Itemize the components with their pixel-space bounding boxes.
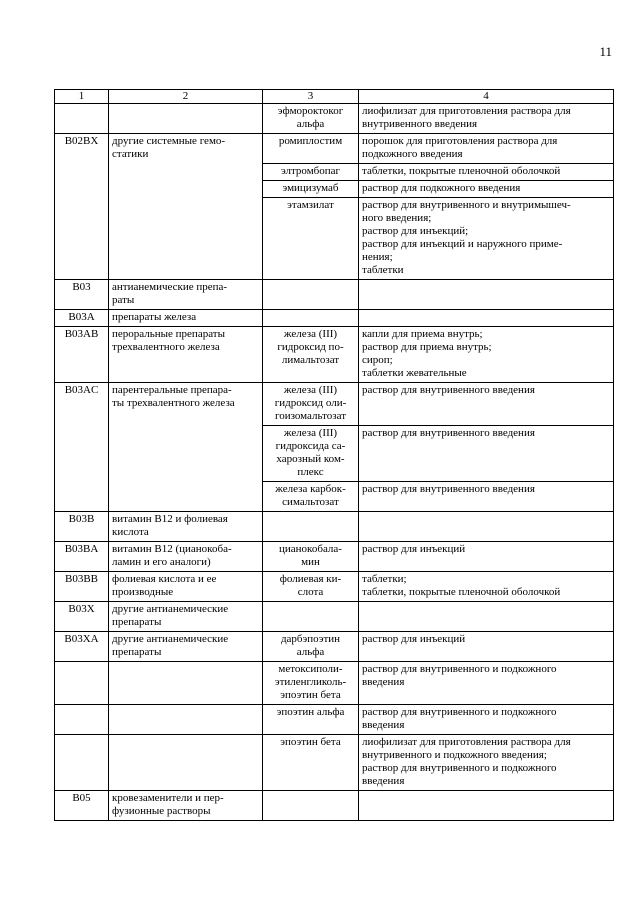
drug-name-cell xyxy=(263,310,359,327)
header-row xyxy=(55,90,614,104)
atc-code-cell xyxy=(55,735,109,791)
cell-line: кислота xyxy=(112,526,149,538)
cell-line: раты xyxy=(112,294,135,306)
cell-line: сироп; xyxy=(362,354,393,366)
table-row xyxy=(55,791,614,821)
cell-line: статики xyxy=(112,148,149,160)
cell-line: введения xyxy=(362,775,405,787)
table-row xyxy=(55,662,614,705)
table-body xyxy=(55,104,614,821)
cell-line: гидроксид по- xyxy=(277,341,344,353)
dosage-forms-cell xyxy=(359,181,614,198)
group-cell xyxy=(109,104,263,134)
dosage-forms-cell xyxy=(359,134,614,164)
atc-code-cell xyxy=(55,705,109,735)
cell-line: пероральные препараты xyxy=(112,328,225,340)
cell-line: раствор для приема внутрь; xyxy=(362,341,492,353)
cell-line: элтромбопаг xyxy=(280,165,341,177)
cell-line: ты трехвалентного железа xyxy=(112,397,235,409)
dosage-forms-cell xyxy=(359,512,614,542)
cell-line: эмицизумаб xyxy=(282,182,339,194)
drug-name-cell xyxy=(263,632,359,662)
group-cell xyxy=(109,662,263,705)
group-cell xyxy=(109,602,263,632)
cell-line: лимальтозат xyxy=(281,354,340,366)
group-cell xyxy=(109,542,263,572)
dosage-forms-cell xyxy=(359,327,614,383)
cell-line: лиофилизат для приготовления раствора для xyxy=(362,105,571,117)
cell-line: трехвалентного железа xyxy=(112,341,220,353)
drug-name-cell xyxy=(263,198,359,280)
cell-line: раствор для инъекций xyxy=(362,633,466,645)
cell-line: эфмороктоког xyxy=(277,105,344,117)
cell-line: метоксиполи- xyxy=(278,663,343,675)
header-cell-code: 1 xyxy=(55,90,109,104)
table-row xyxy=(55,735,614,791)
cell-line: плекс xyxy=(297,466,324,478)
cell-line: раствор для внутривенного и подкожного xyxy=(362,706,557,718)
table-row xyxy=(55,572,614,602)
cell-line: раствор для внутривенного введения xyxy=(362,384,535,396)
atc-code-cell: B03AB xyxy=(55,327,109,383)
group-cell xyxy=(109,632,263,662)
page-number: 11 xyxy=(599,44,612,59)
cell-line: фолиевая кислота и ее xyxy=(112,573,217,585)
cell-line: препараты железа xyxy=(112,311,197,323)
drug-name-cell xyxy=(263,482,359,512)
group-cell xyxy=(109,705,263,735)
cell-line: эпоэтин альфа xyxy=(276,706,345,718)
cell-line: железа (III) xyxy=(283,328,338,340)
cell-line: витамин B12 и фолиевая xyxy=(112,513,228,525)
dosage-forms-cell xyxy=(359,791,614,821)
cell-line: этиленгликоль- xyxy=(274,676,347,688)
cell-line: парентеральные препара- xyxy=(112,384,232,396)
cell-line: эпоэтин бета xyxy=(280,736,341,748)
drug-name-cell xyxy=(263,426,359,482)
dosage-forms-cell xyxy=(359,632,614,662)
drug-name-cell xyxy=(263,134,359,164)
dosage-forms-cell xyxy=(359,198,614,280)
cell-line: дарбэпоэтин xyxy=(280,633,341,645)
cell-line: препараты xyxy=(112,646,162,658)
table-row xyxy=(55,383,614,426)
cell-line: железа (III) xyxy=(283,384,338,396)
drug-name-cell xyxy=(263,280,359,310)
drug-name-cell xyxy=(263,735,359,791)
cell-line: слота xyxy=(297,586,324,598)
atc-code-cell: B02BX xyxy=(55,134,109,280)
cell-line: раствор для внутривенного и подкожного xyxy=(362,663,557,675)
cell-line: таблетки; xyxy=(362,573,407,585)
cell-line: ромиплостим xyxy=(278,135,343,147)
drug-name-cell xyxy=(263,791,359,821)
atc-code-cell: B03AC xyxy=(55,383,109,512)
dosage-forms-cell xyxy=(359,280,614,310)
group-cell xyxy=(109,310,263,327)
atc-code-cell: B03B xyxy=(55,512,109,542)
cell-line: железа (III) xyxy=(283,427,338,439)
drug-name-cell xyxy=(263,104,359,134)
cell-line: капли для приема внутрь; xyxy=(362,328,483,340)
cell-line: мин xyxy=(301,556,320,568)
drug-name-cell xyxy=(263,705,359,735)
cell-line: внутривенного и подкожного введения; xyxy=(362,749,547,761)
drug-name-cell xyxy=(263,602,359,632)
atc-code-cell: B03BA xyxy=(55,542,109,572)
table-row xyxy=(55,705,614,735)
cell-line: таблетки, покрытые пленочной оболочкой xyxy=(362,586,561,598)
drug-name-cell xyxy=(263,327,359,383)
cell-line: раствор для внутривенного и внутримышеч- xyxy=(362,199,571,211)
group-cell xyxy=(109,383,263,512)
cell-line: кровезаменители и пер- xyxy=(112,792,224,804)
table-row xyxy=(55,310,614,327)
cell-line: антианемические препа- xyxy=(112,281,228,293)
cell-line: цианокобала- xyxy=(279,543,342,555)
cell-line: внутривенного введения xyxy=(362,118,478,130)
cell-line: витамин B12 (цианокоба- xyxy=(112,543,232,555)
group-cell xyxy=(109,735,263,791)
cell-line: ламин и его аналоги) xyxy=(112,556,211,568)
cell-line: другие системные гемо- xyxy=(112,135,226,147)
cell-line: раствор для внутривенного и подкожного xyxy=(362,762,557,774)
dosage-forms-cell xyxy=(359,542,614,572)
dosage-forms-cell xyxy=(359,104,614,134)
group-cell xyxy=(109,280,263,310)
dosage-forms-cell xyxy=(359,705,614,735)
cell-line: фолиевая ки- xyxy=(279,573,342,585)
cell-line: порошок для приготовления раствора для xyxy=(362,135,558,147)
atc-code-cell xyxy=(55,104,109,134)
dosage-forms-cell xyxy=(359,426,614,482)
drug-name-cell xyxy=(263,164,359,181)
atc-code-cell: B03XA xyxy=(55,632,109,662)
cell-line: раствор для внутривенного введения xyxy=(362,483,535,495)
cell-line: таблетки жевательные xyxy=(362,367,467,379)
cell-line: железа карбок- xyxy=(275,483,346,495)
cell-line: введения xyxy=(362,676,405,688)
drug-name-cell xyxy=(263,383,359,426)
cell-line: другие антианемические xyxy=(112,603,229,615)
medication-table xyxy=(54,89,614,821)
cell-line: фузионные растворы xyxy=(112,805,211,817)
table-row xyxy=(55,134,614,164)
cell-line: раствор для инъекций; xyxy=(362,225,469,237)
atc-code-cell xyxy=(55,662,109,705)
drug-name-cell xyxy=(263,181,359,198)
cell-line: лиофилизат для приготовления раствора для xyxy=(362,736,571,748)
cell-line: гидроксид оли- xyxy=(274,397,347,409)
dosage-forms-cell xyxy=(359,310,614,327)
group-cell xyxy=(109,512,263,542)
dosage-forms-cell xyxy=(359,482,614,512)
table-row xyxy=(55,542,614,572)
cell-line: раствор для инъекций xyxy=(362,543,466,555)
table-row xyxy=(55,602,614,632)
cell-line: гоизомальтозат xyxy=(274,410,347,422)
group-cell xyxy=(109,572,263,602)
cell-line: эпоэтин бета xyxy=(280,689,341,701)
cell-line: препараты xyxy=(112,616,162,628)
cell-line: гидроксида са- xyxy=(275,440,346,452)
header-cell-forms: 4 xyxy=(359,90,614,104)
dosage-forms-cell xyxy=(359,662,614,705)
cell-line: харозный ком- xyxy=(276,453,345,465)
dosage-forms-cell xyxy=(359,602,614,632)
cell-line: раствор для инъекций и наружного приме- xyxy=(362,238,563,250)
group-cell xyxy=(109,134,263,280)
cell-line: подкожного введения xyxy=(362,148,463,160)
cell-line: альфа xyxy=(296,118,325,130)
table-row xyxy=(55,104,614,134)
group-cell xyxy=(109,327,263,383)
header-cell-group: 2 xyxy=(109,90,263,104)
dosage-forms-cell xyxy=(359,572,614,602)
cell-line: введения xyxy=(362,719,405,731)
dosage-forms-cell xyxy=(359,164,614,181)
drug-name-cell xyxy=(263,662,359,705)
cell-line: таблетки xyxy=(362,264,404,276)
cell-line: ного введения; xyxy=(362,212,432,224)
cell-line: альфа xyxy=(296,646,325,658)
atc-code-cell: B03A xyxy=(55,310,109,327)
header-cell-name: 3 xyxy=(263,90,359,104)
atc-code-cell: B03BB xyxy=(55,572,109,602)
table-row xyxy=(55,280,614,310)
cell-line: таблетки, покрытые пленочной оболочкой xyxy=(362,165,561,177)
cell-line: раствор для внутривенного введения xyxy=(362,427,535,439)
drug-name-cell xyxy=(263,572,359,602)
group-cell xyxy=(109,791,263,821)
cell-line: этамзилат xyxy=(287,199,334,211)
atc-code-cell: B05 xyxy=(55,791,109,821)
atc-code-cell: B03 xyxy=(55,280,109,310)
dosage-forms-cell xyxy=(359,735,614,791)
dosage-forms-cell xyxy=(359,383,614,426)
cell-line: нения; xyxy=(362,251,393,263)
table-row xyxy=(55,632,614,662)
cell-line: производные xyxy=(112,586,174,598)
cell-line: другие антианемические xyxy=(112,633,229,645)
cell-line: раствор для подкожного введения xyxy=(362,182,521,194)
table-row xyxy=(55,512,614,542)
cell-line: симальтозат xyxy=(282,496,339,508)
atc-code-cell: B03X xyxy=(55,602,109,632)
table-row xyxy=(55,327,614,383)
drug-name-cell xyxy=(263,512,359,542)
drug-name-cell xyxy=(263,542,359,572)
